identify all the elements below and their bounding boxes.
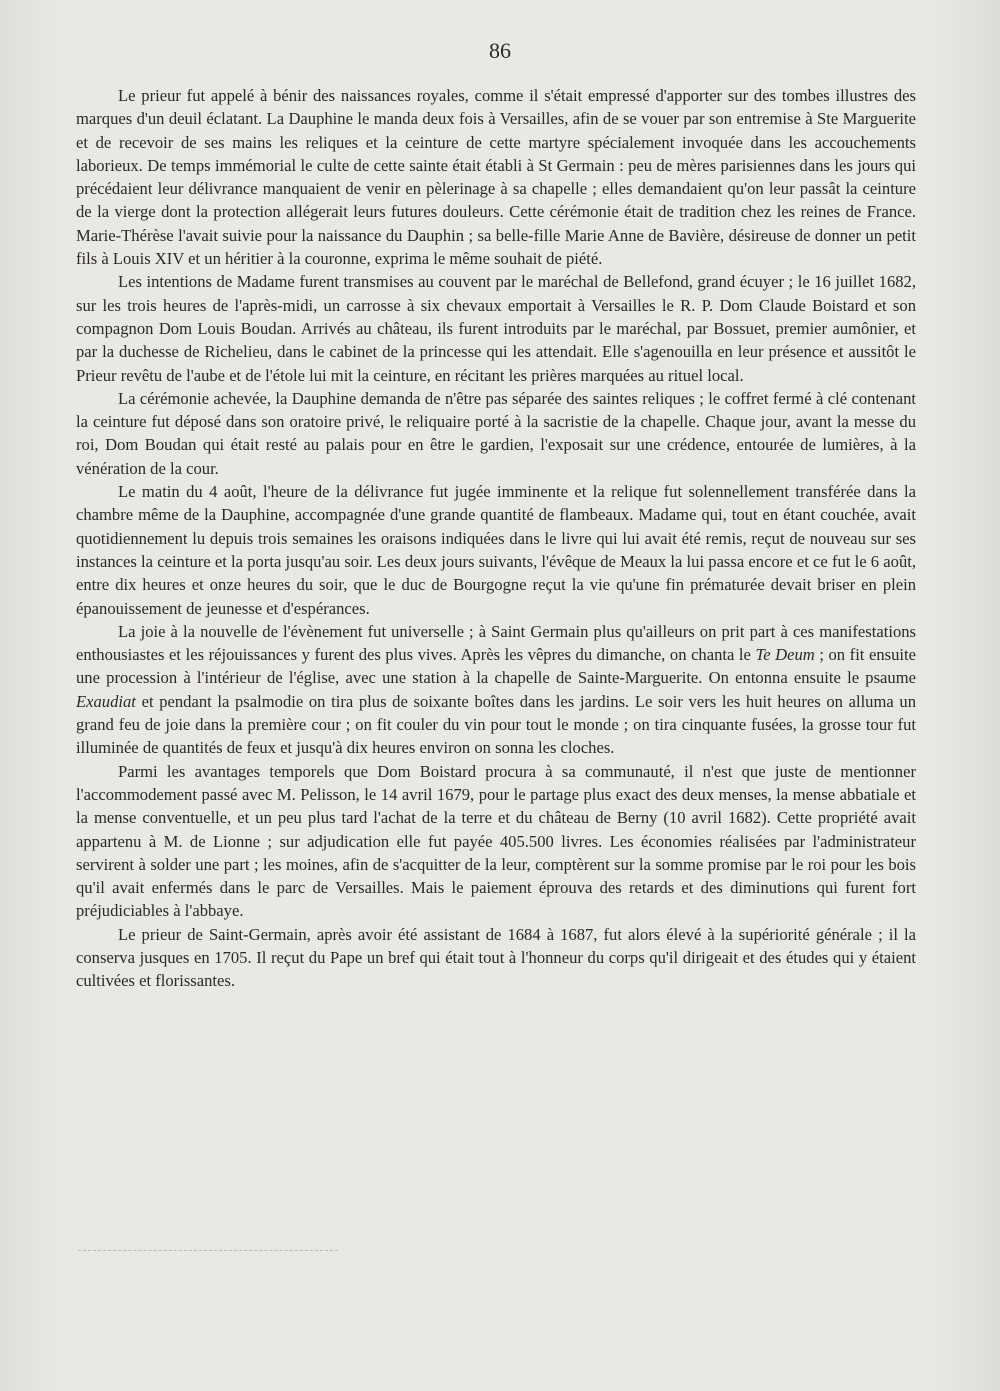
- paragraph-3: La cérémonie achevée, la Dauphine demanda de n'être pas séparée des saintes reliques ; le coffret fermé à clé contenant la ceinture fut déposé dans son oratoire privé, le reliquaire porté à la sacristie de la chapelle. Chaque jour, avant la messe du roi, Dom Boudan qui était resté au palais pour en être le gardien, l'exposait sur une crédence, entourée de lumières, à la vénération de la cour.: [76, 388, 916, 478]
- paragraph-1: Le prieur fut appelé à bénir des naissances royales, comme il s'était empressé d'apporter sur des tombes illustres des marques d'un deuil éclatant. La Dauphine le manda deux fois à Versailles, afin de se vouer par son entremise à Ste Marguerite et de recevoir de ses mains les reliques et la ceinture de cette martyre spécialement invoquée dans les accouchements laborieux. De temps immémorial le culte de cette sainte était établi à St Germain : peu de mères parisiennes dans les jours qui précédaient leur délivrance manquaient de venir en pèlerinage à sa chapelle ; elles demandaient qu'on leur passât la ceinture de la vierge dont la protection allégerait leurs futures douleurs. Cette cérémonie était de tradition chez les reines de France. Marie-Thérèse l'avait suivie pour la naissance du Dauphin ; sa belle-fille Marie Anne de Bavière, désireuse de donner un petit fils à Louis XIV et un héritier à la couronne, exprima le même souhait de piété.: [76, 86, 916, 269]
- footer-rule: [78, 1250, 338, 1251]
- paragraph-7: Le prieur de Saint-Germain, après avoir été assistant de 1684 à 1687, fut alors élevé à la supériorité générale ; il la conserva jusques en 1705. Il reçut du Pape un bref qui était tout à l'honneur du corps qu'il dirigeait et des études qui y étaient cultivées et florissantes.: [76, 924, 916, 991]
- paragraph-5-text-a: La joie à la nouvelle de l'évènement fut universelle ; à Saint Germain plus qu'ailleurs on prit part à ces manifestations enthousiastes et les réjouissances y furent des plus vives. Après les vêpres du dimanche, on chanta le: [76, 621, 916, 665]
- te-deum-italic: Te Deum: [755, 645, 815, 665]
- paragraph-2: Les intentions de Madame furent transmises au couvent par le maréchal de Bellefond, grand écuyer ; le 16 juillet 1682, sur les trois heures de l'après-midi, un carrosse à six chevaux emportait à Versailles le R. P. Dom Claude Boistard et son compagnon Dom Louis Boudan. Arrivés au château, ils furent introduits par le maréchal, par Bossuet, premier aumônier, et par la duchesse de Richelieu, dans le cabinet de la princesse qui les attendait. Elle s'agenouilla en leur présence et aussitôt le Prieur revêtu de l'aube et de l'étole lui mit la ceinture, en récitant les prières marquées au rituel local.: [76, 272, 916, 385]
- paragraph-5: [76, 620, 916, 760]
- paragraph-6: Parmi les avantages temporels que Dom Boistard procura à sa communauté, il n'est que juste de mentionner l'accommodement passé avec M. Pelisson, le 14 avril 1679, pour le partage plus exact des deux menses, la mense abbatiale et la mense conventuelle, et un peu plus tard l'achat de la terre et du château de Berny (10 avril 1682). Cette propriété avait appartenu à M. de Lionne ; sur adjudication elle fut payée 405.500 livres. Les économies réalisées par l'administrateur servirent à solder une part ; les moines, afin de s'acquitter de la leur, comptèrent sur la somme promise par le roi pour les bois qu'il avait enfermés dans le parc de Versailles. Mais le paiement éprouva des retards et des diminutions qui furent fort préjudiciables à l'abbaye.: [76, 761, 916, 921]
- paragraph-5-text-c: et pendant la psalmodie on tira plus de soixante boîtes dans les jardins. Le soir vers les huit heures on alluma un grand feu de joie dans la première cour ; on fit couler du vin pour tout le monde ; on tira cinquante fusées, la grosse tour fut illuminée de quantités de feux et jusqu'à dix heures environ on sonna les cloches.: [76, 691, 916, 758]
- exaudiat-italic: Exaudiat: [76, 691, 136, 711]
- body-text: [76, 84, 916, 993]
- paragraph-5-text-b: ; on fit ensuite une procession à l'intérieur de l'église, avec une station à la chapelle de Sainte-Marguerite. On entonna ensuite le psaume: [76, 645, 916, 688]
- page-number: 86: [489, 38, 511, 63]
- paragraph-4: Le matin du 4 août, l'heure de la délivrance fut jugée imminente et la relique fut solennellement transférée dans la chambre même de la Dauphine, accompagnée d'une grande quantité de flambeaux. Madame qui, tout en étant couchée, avait quotidiennement lu depuis trois semaines les oraisons indiquées dans le livre qui lui avait été remis, reçut de nouveau sur ses instances la ceinture et la porta jusqu'au soir. Les deux jours suivants, l'évêque de Meaux la lui passa encore et ce fut le 6 août, entre dix heures et onze heures du soir, que le duc de Bourgogne reçut la vie qu'une fin prématurée devait briser en plein épanouissement de jeunesse et d'espérances.: [76, 482, 916, 618]
